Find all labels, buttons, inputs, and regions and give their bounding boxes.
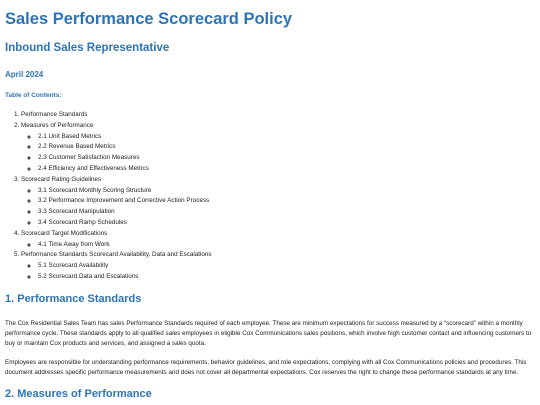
toc-item[interactable] — [21, 175, 534, 229]
toc-item-label[interactable]: Scorecard Rating Guidelines — [21, 175, 102, 183]
toc-item-label[interactable]: Scorecard Target Modifications — [21, 229, 108, 237]
toc-subitem[interactable]: ◦ 4.1 Time Away from Work — [38, 240, 534, 251]
toc-sublist — [21, 240, 534, 251]
toc-item-label[interactable]: Measures of Performance — [21, 121, 94, 129]
toc-subitem[interactable]: ◦ 2.1 Unit Based Metrics — [38, 132, 534, 143]
toc-subitem[interactable]: ◦ 3.4 Scorecard Ramp Schedules — [38, 218, 534, 229]
toc-item[interactable] — [21, 250, 534, 282]
table-of-contents — [5, 110, 534, 283]
toc-subitem[interactable]: ◦ 3.3 Scorecard Manipulation — [38, 207, 534, 218]
section-paragraph: The Cox Residential Sales Team has sales Performance Standards required of each employee. These are minimum expectations for success measured by a “scorecard” within a monthly performance cycle. These standards apply to all qualified sales employees in eligible Cox Communications sales positions, which involve high customer contact and influencing customers to buy or maintain Cox products and services, and assigned a sales quota. — [5, 319, 532, 348]
toc-subitem[interactable]: ◦ 5.1 Scorecard Availability — [38, 261, 534, 272]
toc-subitem[interactable]: ◦ 3.2 Performance Improvement and Corrective Action Process — [38, 196, 534, 207]
section-heading-performance-standards: 1. Performance Standards — [5, 292, 142, 305]
toc-subitem[interactable]: ◦ 2.4 Efficiency and Effectiveness Metrics — [38, 164, 534, 175]
toc-subitem[interactable]: ◦ 2.3 Customer Satisfaction Measures — [38, 153, 534, 164]
toc-sublist — [21, 186, 534, 229]
toc-subitem[interactable]: ◦ 5.2 Scorecard Data and Escalations — [38, 272, 534, 283]
section-paragraph: Employees are responsible for understanding performance requirements, behavior guidelines, and role expectations, complying with all Cox Communications policies and procedures. This document addresses specific performance measurements and does not cover all departmental expectations. Cox reserves the right to change these performance standards at any time. — [5, 358, 527, 376]
toc-heading: Table of Contents: — [5, 92, 62, 99]
document-date: April 2024 — [5, 70, 44, 79]
toc-item-label[interactable]: Performance Standards — [21, 111, 88, 118]
toc-item[interactable] — [21, 121, 534, 175]
section-heading-measures-of-performance: 2. Measures of Performance — [5, 388, 152, 401]
toc-item[interactable] — [21, 110, 534, 121]
toc-item-label[interactable]: Performance Standards Scorecard Availability, Data and Escalations — [21, 251, 212, 259]
toc-item[interactable] — [21, 229, 534, 251]
page-title: Sales Performance Scorecard Policy — [5, 10, 293, 28]
toc-sublist — [21, 132, 534, 175]
toc-subitem[interactable]: ◦ 3.1 Scorecard Monthly Scoring Structure — [38, 186, 534, 197]
page-subtitle: Inbound Sales Representative — [5, 42, 170, 54]
toc-subitem[interactable]: ◦ 2.2 Revenue Based Metrics — [38, 142, 534, 153]
toc-sublist — [21, 261, 534, 283]
